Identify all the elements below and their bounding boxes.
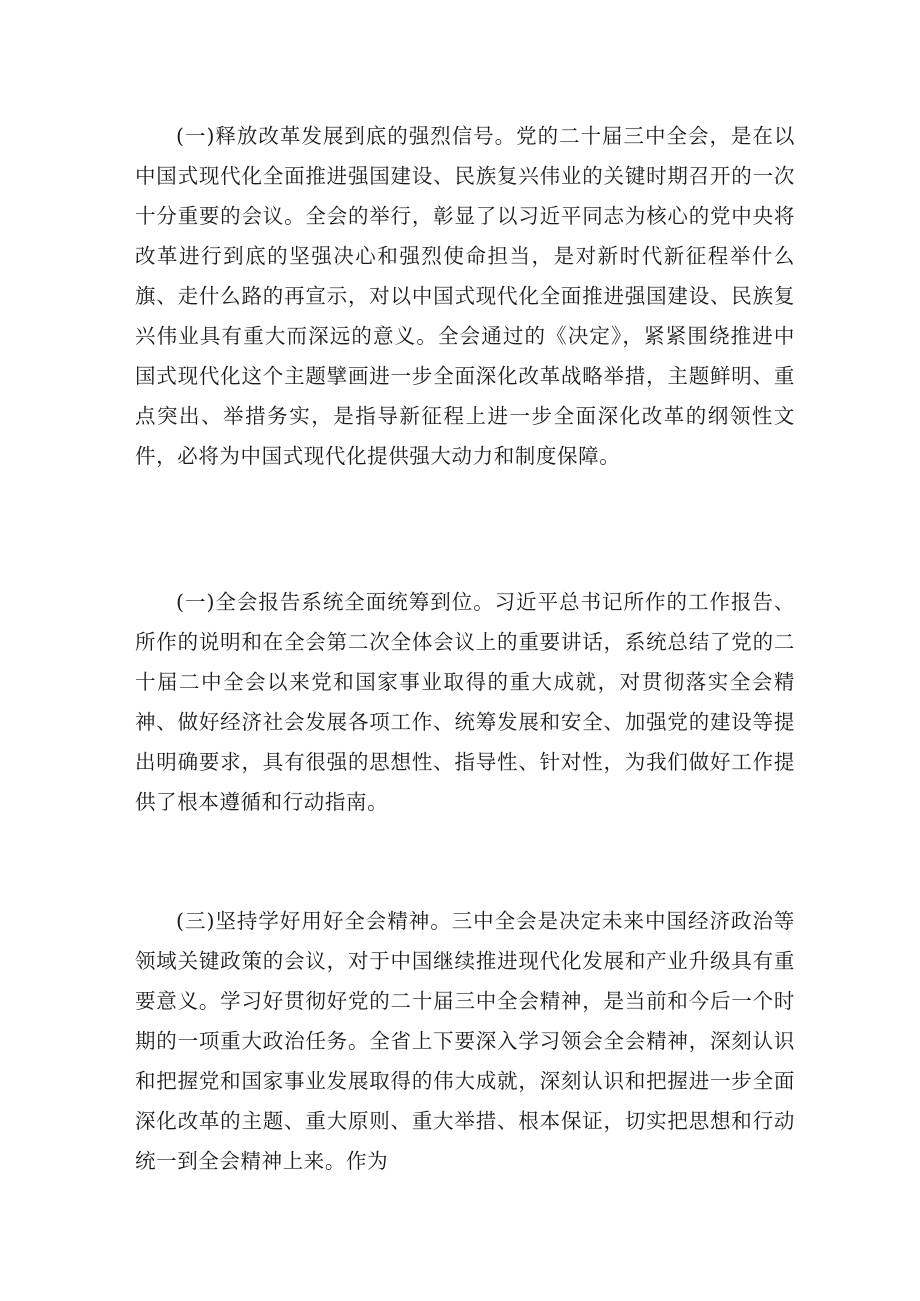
paragraph-study-spirit: (三)坚持学好用好全会精神。三中全会是决定未来中国经济政治等领域关键政策的会议，对于中国继续推进现代化发展和产业升级具有重要意义。学习好贯彻好党的二十届三中全会精神，是当前和今后一个时期的一项重大政治任务。全省上下要深入学习领会全会精神，深刻认识和把握党和国家事业发展取得的伟大成就，深刻认识和把握进一步全面深化改革的主题、重大原则、重大举措、根本保证，切实把思想和行动统一到全会精神上来。作为 — [135, 909, 795, 1173]
paragraph-reform-signal: (一)释放改革发展到底的强烈信号。党的二十届三中全会，是在以中国式现代化全面推进强国建设、民族复兴伟业的关键时期召开的一次十分重要的会议。全会的举行，彰显了以习近平同志为核心的党中央将改革进行到底的坚强决心和强烈使命担当，是对新时代新征程举什么旗、走什么路的再宣示，对以中国式现代化全面推进强国建设、民族复兴伟业具有重大而深远的意义。全会通过的《决定》，紧紧围绕推进中国式现代化这个主题擘画进一步全面深化改革战略举措，主题鲜明、重点突出、举措务实，是指导新征程上进一步全面深化改革的纲领性文件，必将为中国式现代化提供强大动力和制度保障。 — [135, 124, 795, 468]
paragraph-plenary-report: (一)全会报告系统全面统筹到位。习近平总书记所作的工作报告、所作的说明和在全会第二次全体会议上的重要讲话，系统总结了党的二十届二中全会以来党和国家事业取得的重大成就，对贯彻落实全会精神、做好经济社会发展各项工作、统筹发展和安全、加强党的建设等提出明确要求，具有很强的思想性、指导性、针对性，为我们做好工作提供了根本遵循和行动指南。 — [135, 590, 795, 814]
